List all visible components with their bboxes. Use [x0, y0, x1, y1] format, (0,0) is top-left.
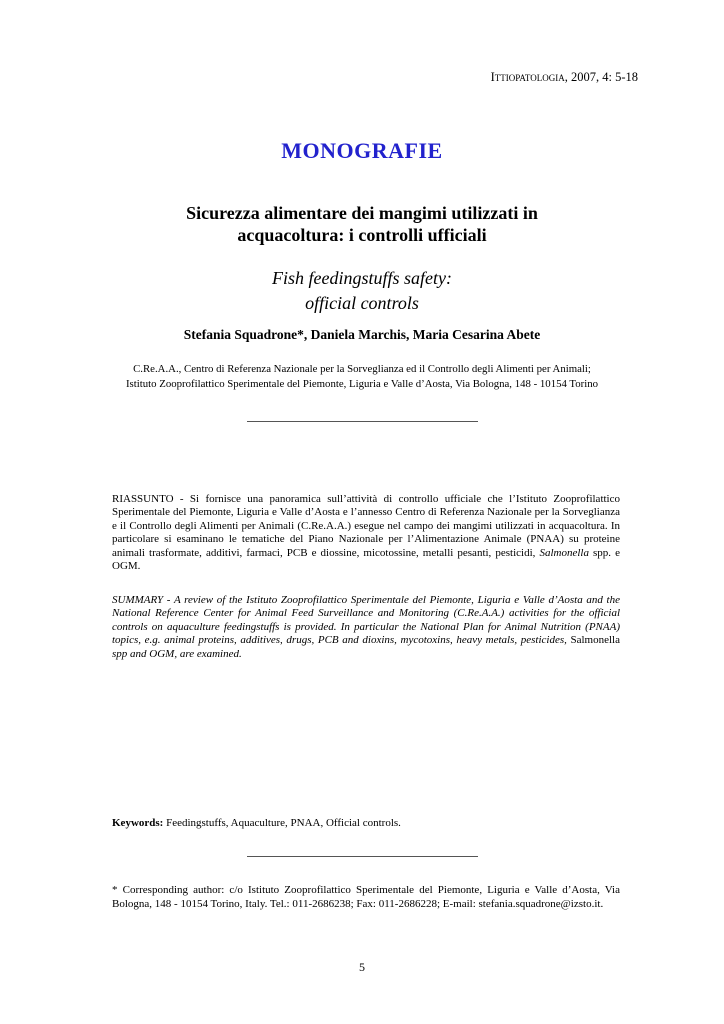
- page-number: 5: [359, 960, 365, 974]
- affiliation: [62, 362, 662, 391]
- article-title-english: [62, 266, 662, 316]
- affiliation-line1: C.Re.A.A., Centro di Referenza Nazionale per la Sorveglianza ed il Controllo degli Alimenti per Animali;: [133, 363, 591, 375]
- riassunto-species-italic: Salmonella: [539, 546, 589, 559]
- riassunto-tail: spp. e OGM.: [112, 546, 620, 573]
- abstract-english: [112, 594, 620, 661]
- article-title-line1: Sicurezza alimentare dei mangimi utilizzati in: [186, 203, 538, 223]
- corresponding-author-footnote: * Corresponding author: c/o Istituto Zooprofilattico Sperimentale del Piemonte, Liguria e Valle d’Aosta, Via Bologna, 148 - 10154 Torino, Italy. Tel.: 011-2686238; Fax: 011-2686228; E-mail: stefania.squadrone@izsto.it.: [112, 884, 620, 910]
- affiliation-line2: Istituto Zooprofilattico Sperimentale del Piemonte, Liguria e Valle d’Aosta, Via Bologna, 148 - 10154 Torino: [125, 377, 599, 390]
- keywords-text: Feedingstuffs, Aquaculture, PNAA, Official controls.: [163, 817, 401, 829]
- article-title-italian: [62, 202, 662, 246]
- article-title-line2: acquacoltura: i controlli ufficiali: [237, 225, 487, 245]
- authors-line: Stefania Squadrone*, Daniela Marchis, Maria Cesarina Abete: [183, 327, 541, 342]
- summary-tail: spp and OGM, are examined.: [112, 647, 242, 660]
- divider-rule-top: [247, 421, 478, 422]
- journal-header: [491, 70, 638, 85]
- abstract-italian: [112, 493, 620, 573]
- article-title-en-line1: Fish feedingstuffs safety:: [272, 268, 452, 288]
- summary-text: SUMMARY - A review of the Istituto Zooprofilattico Sperimentale del Piemonte, Liguria e Valle d’Aosta and the National Reference Center for Animal Feed Surveillance and Monitoring (C.Re.A.A.) activities for the official controls on aquaculture feedingstuffs is provided. In particular the National Plan for Animal Nutrition (PNAA) topics, e.g. animal proteins, additives, drugs, PCB and dioxins, mycotoxins, heavy metals, pesticides,: [112, 594, 620, 647]
- section-label: MONOGRAFIE: [281, 138, 443, 163]
- journal-name: Ittiopatologia: [490, 70, 565, 84]
- journal-issue: , 2007, 4: 5-18: [564, 70, 638, 84]
- divider-rule-bottom: [247, 856, 478, 857]
- keywords-label: Keywords:: [112, 817, 164, 829]
- article-title-en-line2: official controls: [305, 293, 419, 313]
- keywords-line: [112, 817, 620, 829]
- riassunto-text: RIASSUNTO - Si fornisce una panoramica sull’attività di controllo ufficiale che l’Istituto Zooprofilattico Sperimentale del Piemonte, Liguria e Valle d’Aosta e l’annesso Centro di Referenza Nazionale per la Sorveglianza e il Controllo degli Alimenti per Animali (C.Re.A.A.) esegue nel campo dei mangimi utilizzati in acquacoltura. In particolare si esaminano le tematiche del Piano Nazionale per l’Alimentazione Animale (PNAA) su proteine animali trasformate, additivi, farmaci, PCB e diossine, micotossine, metalli pesanti, pesticidi,: [112, 493, 620, 559]
- summary-species-roman: Salmonella: [570, 634, 620, 647]
